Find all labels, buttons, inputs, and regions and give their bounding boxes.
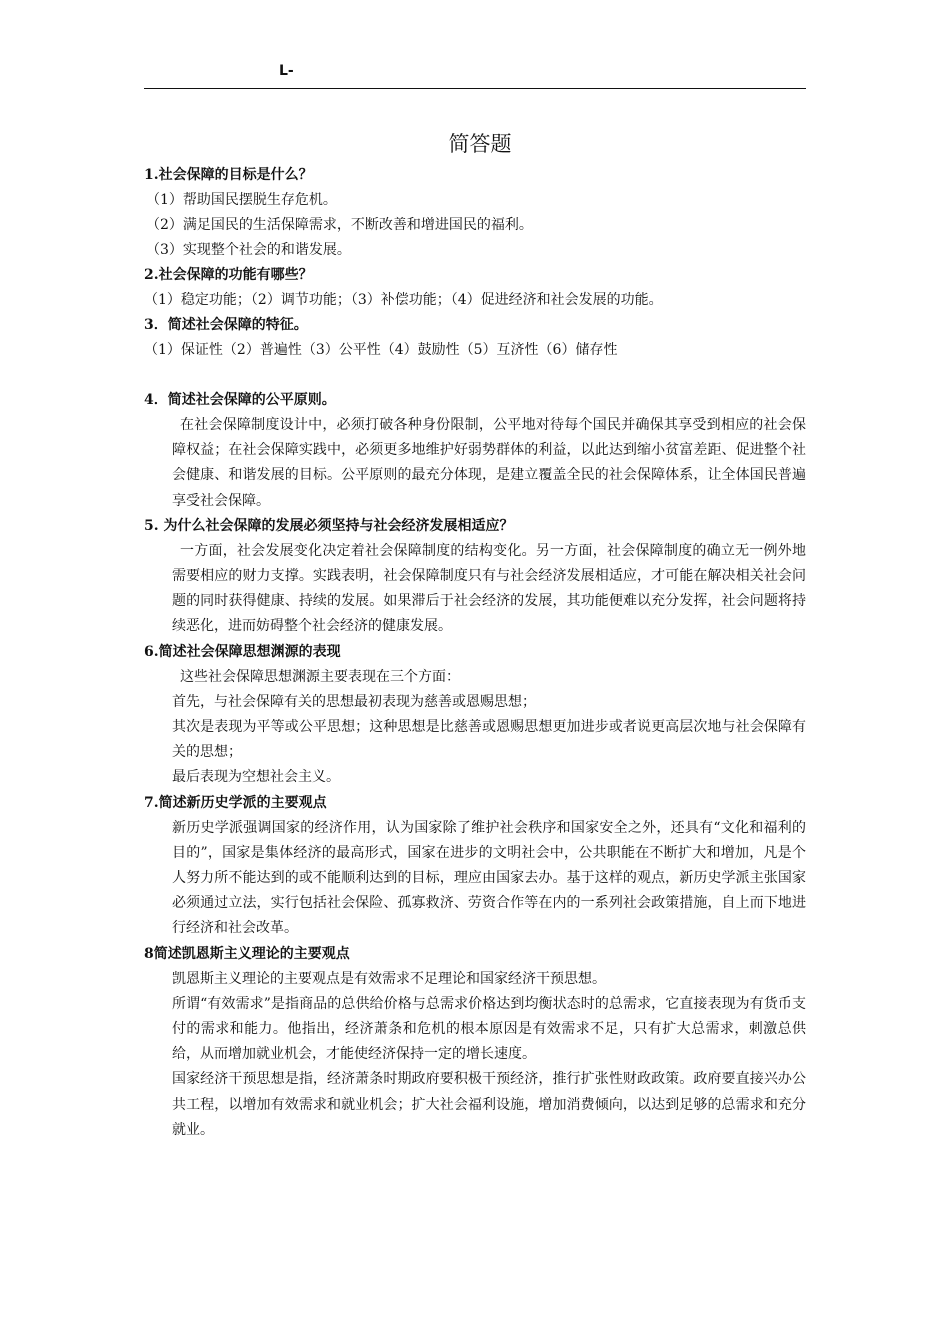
- answer-paragraph: 这些社会保障思想渊源主要表现在三个方面：: [180, 668, 460, 685]
- question-heading: 6.简述社会保障思想渊源的表现: [144, 643, 341, 660]
- answer-line: （2）满足国民的生活保障需求，不断改善和增进国民的福利。: [146, 217, 533, 233]
- question-heading: 1.社会保障的目标是什么？: [144, 167, 313, 183]
- answer-line: （1）保证性（2）普遍性（3）公平性（4）鼓励性（5）互济性（6）储存性: [144, 342, 618, 358]
- page-title: 简答题: [448, 132, 512, 156]
- question-heading: 5. 为什么社会保障的发展必须坚持与社会经济发展相适应？: [144, 517, 514, 534]
- answer-paragraph: 凯恩斯主义理论的主要观点是有效需求不足理论和国家经济干预思想。: [172, 970, 606, 987]
- answer-paragraph: 新历史学派强调国家的经济作用，认为国家除了维护社会秩序和国家安全之外，还具有“文化和福利的目的”，国家是集体经济的最高形式，国家在进步的文明社会中，公共职能在不断扩大和增加，凡是个人努力所不能达到的或不能顺利达到的目标，理应由国家去办。基于这样的观点，新历史学派主张国家必须通过立法，实行包括社会保险、孤寡救济、劳资合作等在内的一系列社会政策措施，自上而下地进行经济和社会改革。: [172, 819, 806, 937]
- answer-paragraph: 所谓“有效需求”是指商品的总供给价格与总需求价格达到均衡状态时的总需求，它直接表现为有货币支付的需求和能力。他指出，经济萧条和危机的根本原因是有效需求不足，只有扩大总需求，刺激总供给，从而增加就业机会，才能使经济保持一定的增长速度。: [172, 995, 806, 1063]
- answer-line: （1）帮助国民摆脱生存危机。: [146, 192, 337, 208]
- question-heading: 4．简述社会保障的公平原则。: [144, 392, 336, 408]
- answer-line: （1）稳定功能；（2）调节功能；（3）补偿功能；（4）促进经济和社会发展的功能。: [144, 292, 663, 308]
- answer-paragraph: 在社会保障制度设计中，必须打破各种身份限制，公平地对待每个国民并确保其享受到相应的社会保障权益；在社会保障实践中，必须更多地维护好弱势群体的利益，以此达到缩小贫富差距、促进整个社会健康、和谐发展的目标。公平原则的最充分体现，是建立覆盖全民的社会保障体系，让全体国民普遍享受社会保障。: [172, 417, 806, 509]
- question-heading: 3．简述社会保障的特征。: [144, 317, 308, 333]
- document-body: [144, 163, 812, 1143]
- blank-line: [144, 363, 812, 388]
- answer-paragraph: 国家经济干预思想是指，经济萧条时期政府要积极干预经济，推行扩张性财政政策。政府要直接兴办公共工程，以增加有效需求和就业机会；扩大社会福利设施，增加消费倾向，以达到足够的总需求和充分就业。: [172, 1071, 806, 1138]
- answer-paragraph: 其次是表现为平等或公平思想；这种思想是比慈善或恩赐思想更加进步或者说更高层次地与社会保障有关的思想；: [172, 719, 806, 761]
- answer-line: （3）实现整个社会的和谐发展。: [146, 242, 351, 258]
- question-heading: 2.社会保障的功能有哪些？: [144, 267, 313, 283]
- answer-paragraph: 一方面，社会发展变化决定着社会保障制度的结构变化。另一方面，社会保障制度的确立无一例外地需要相应的财力支撑。实践表明，社会保障制度只有与社会经济发展相适应，才可能在解决相关社会问题的同时获得健康、持续的发展。如果滞后于社会经济的发展，其功能便难以充分发挥，社会问题将持续恶化，进而妨碍整个社会经济的健康发展。: [172, 542, 806, 635]
- answer-paragraph: 最后表现为空想社会主义。: [172, 769, 340, 786]
- header-rule: [144, 88, 806, 89]
- answer-paragraph: 首先，与社会保障有关的思想最初表现为慈善或恩赐思想；: [172, 693, 536, 710]
- header-mark: L-: [279, 63, 294, 79]
- question-heading: 7.简述新历史学派的主要观点: [144, 794, 327, 811]
- question-heading: 8简述凯恩斯主义理论的主要观点: [144, 945, 350, 962]
